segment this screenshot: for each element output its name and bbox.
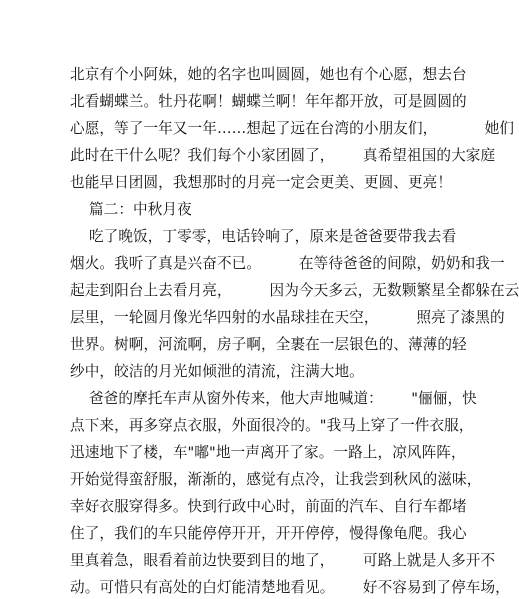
text-line: 纱中，皎洁的月光如倾泄的清流，注满大地。 <box>70 363 364 380</box>
text-line: 心愿，等了一年又一年……想起了远在台湾的小朋友们， 她们 <box>70 120 515 137</box>
text-line: 动。可惜只有高处的白灯能清楚地看见。 好不容易到了停车场， <box>70 579 510 596</box>
section-heading: 篇二：中秋月夜 <box>70 201 192 218</box>
text-line: 开始觉得蛮舒服，渐渐的，感觉有点冷，让我尝到秋风的滋味， <box>70 471 482 488</box>
text-line: 北京有个小阿妹，她的名字也叫圆圆，她也有个心愿，想去台 <box>70 66 467 83</box>
text-line: 爸爸的摩托车声从窗外传来，他大声地喊道： "俪俪，快 <box>70 390 477 407</box>
text-line: 层里，一轮圆月像光华四射的水晶球挂在天空， 照亮了漆黑的 <box>70 309 505 326</box>
text-line: 此时在干什么呢？我们每个小家团圆了， 真希望祖国的大家庭 <box>70 147 496 164</box>
text-line: 迅速地下了楼，车"嘟"地一声离开了家。一路上，凉风阵阵， <box>70 444 466 461</box>
text-line: 幸好衣服穿得多。快到行政中心时，前面的汽车、自行车都堵 <box>70 498 467 515</box>
text-line: 吃了晚饭，丁零零，电话铃响了，原来是爸爸要带我去看 <box>70 228 457 245</box>
text-line: 住了，我们的车只能停停开开，开开停停，慢得像龟爬。我心 <box>70 525 467 542</box>
text-line: 烟火。我听了真是兴奋不已。 在等待爸爸的间隙，奶奶和我一 <box>70 255 505 272</box>
text-line: 里真着急，眼看着前边快要到目的地了， 可路上就是人多开不 <box>70 552 496 569</box>
text-line: 也能早日团圆，我想那时的月亮一定会更美、更圆、更亮！ <box>70 174 453 191</box>
text-line: 北看蝴蝶兰。牡丹花啊！蝴蝶兰啊！年年都开放，可是圆圆的 <box>70 93 467 110</box>
text-line: 起走到阳台上去看月亮， 因为今天多云，无数颗繁星全都躲在云 <box>70 282 519 299</box>
text-line: 世界。树啊，河流啊，房子啊，全裹在一层银色的、薄薄的轻 <box>70 336 467 353</box>
text-line: 点下来，再多穿点衣服，外面很冷的。"我马上穿了一件衣服， <box>70 417 474 434</box>
